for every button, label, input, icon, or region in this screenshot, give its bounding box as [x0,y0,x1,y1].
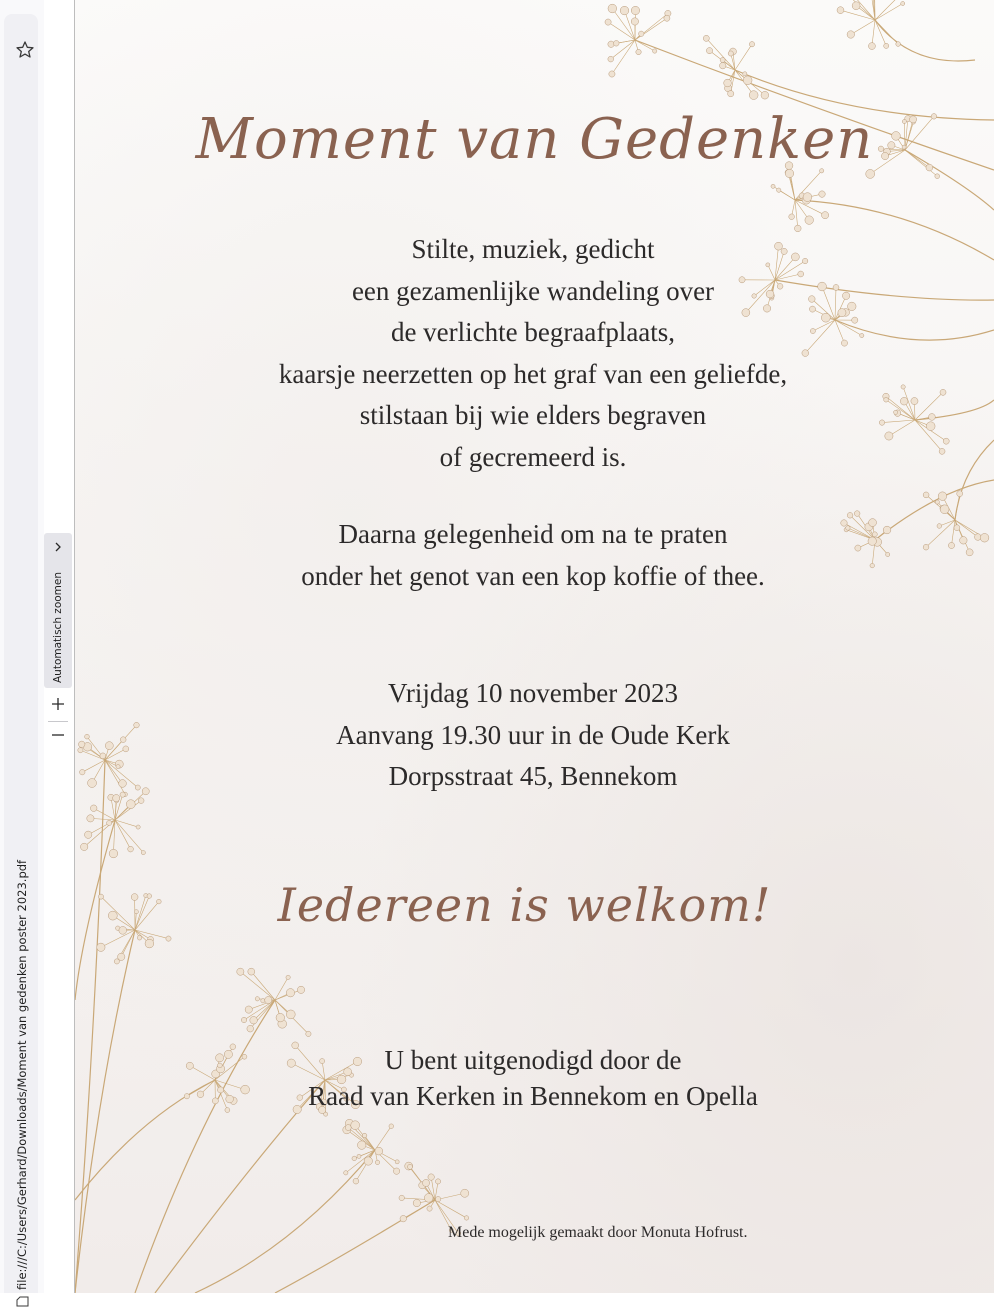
poem [75,229,991,479]
chevron-right-icon [52,541,64,553]
welcome-text: Iedereen is welkom! [277,878,772,932]
poem-line: of gecremeerd is. [439,441,627,472]
poem-line: stilstaan bij wie elders begraven [359,400,707,431]
star-icon[interactable] [14,39,36,61]
zoom-select[interactable] [44,533,72,688]
pdf-page [75,0,994,1293]
poster-title: Moment van Gedenken [195,107,874,172]
page-icon [16,1296,29,1307]
url-text[interactable]: file:///C:/Users/Gerhard/Downloads/Moment van gedenken poster 2023.pdf [15,859,29,1290]
event-date: Vrijdag 10 november 2023 [387,678,679,708]
invite-line: U bent uitgenodigd door de [384,1045,682,1075]
poem-line: Stilte, muziek, gedicht [411,234,655,264]
sponsor-credit: Mede mogelijk gemaakt door Monuta Hofrust. [448,1224,748,1241]
url-field[interactable] [14,860,30,1307]
pdf-zoom-toolbar [44,533,72,743]
poem-line: kaarsje neerzetten op het graf van een geliefde, [278,358,788,389]
poem-line: een gezamenlijke wandeling over [351,275,715,306]
browser-sidebar [0,0,44,1293]
invitation [75,1042,991,1114]
followup-text [75,514,991,597]
poem-line: de verlichte begraafplaats, [390,317,676,348]
event-details [75,673,991,798]
invite-line: Raad van Kerken in Bennekom en Opella [308,1081,758,1111]
zoom-in-button[interactable] [50,696,66,712]
zoom-divider [48,721,68,722]
zoom-out-button[interactable] [50,727,66,743]
event-time-location: Aanvang 19.30 uur in de Oude Kerk [336,719,730,750]
event-address: Dorpsstraat 45, Bennekom [388,761,678,792]
followup-line: onder het genot van een kop koffie of thee. [301,560,765,591]
zoom-select-label: Automatisch zoomen [52,571,64,683]
followup-line: Daarna gelegenheid om na te praten [338,519,728,549]
address-bar[interactable] [4,14,38,1293]
